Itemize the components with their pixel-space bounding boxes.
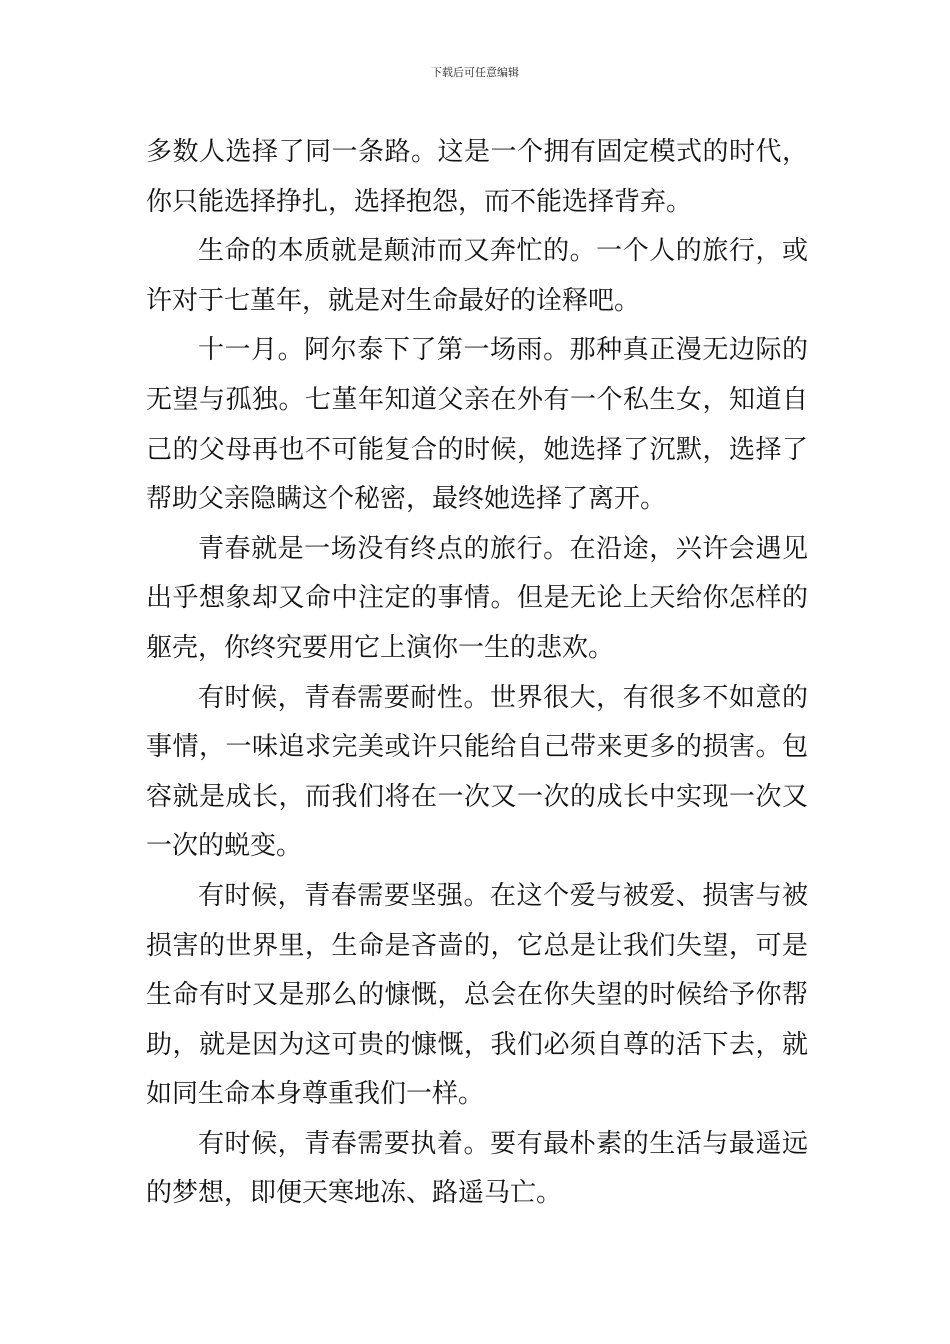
paragraph-4: 青春就是一场没有终点的旅行。在沿途，兴许会遇见出乎想象却又命中注定的事情。但是无论上天给你怎样的躯壳，你终究要用它上演你一生的悲欢。 [146,533,808,663]
paragraph-2: 生命的本质就是颠沛而又奔忙的。一个人的旅行，或许对于七堇年，就是对生命最好的诠释吧。 [146,236,808,316]
paragraph-1: 多数人选择了同一条路。这是一个拥有固定模式的时代，你只能选择挣扎，选择抱怨，而不能选择背弃。 [146,137,808,217]
paragraph-7: 有时候，青春需要执着。要有最朴素的生活与最遥远的梦想，即便天寒地冻、路遥马亡。 [146,1128,808,1209]
paragraph-5: 有时候，青春需要耐性。世界很大，有很多不如意的事情，一味追求完美或许只能给自己带来更多的损害。包容就是成长，而我们将在一次又一次的成长中实现一次又一次的蜕变。 [146,682,808,862]
body-text [146,128,808,1219]
paragraph-6: 有时候，青春需要坚强。在这个爱与被爱、损害与被损害的世界里，生命是吝啬的，它总是让我们失望，可是生命有时又是那么的慷慨，总会在你失望的时候给予你帮助，就是因为这可贵的慷慨，我们必须自尊的活下去，就如同生命本身尊重我们一样。 [146,880,808,1110]
paragraph-3: 十一月。阿尔泰下了第一场雨。那种真正漫无边际的无望与孤独。七堇年知道父亲在外有一个私生女，知道自己的父母再也不可能复合的时候，她选择了沉默，选择了帮助父亲隐瞒这个秘密，最终她选择了离开。 [146,335,808,515]
header-note: 下载后可任意编辑 [431,66,519,79]
